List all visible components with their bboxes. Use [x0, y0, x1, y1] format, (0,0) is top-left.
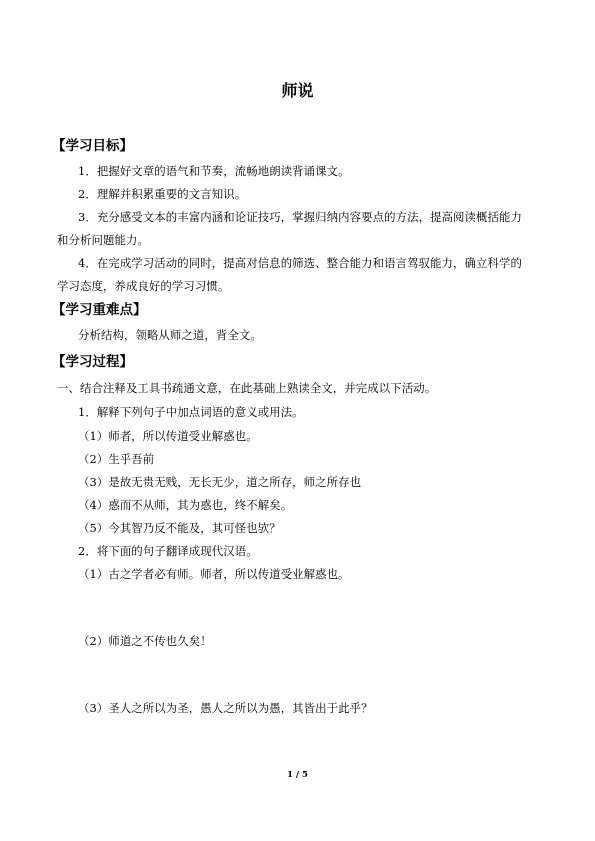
- page-title: 师说: [281, 81, 314, 100]
- task1-item-5: （5）今其智乃反不能及，其可怪也欤？: [78, 521, 281, 535]
- process-intro: 一、结合注释及工具书疏通文意，在此基础上熟读全文，并完成以下活动。: [57, 381, 437, 395]
- task1-item-2: （2）生乎吾前: [78, 452, 155, 466]
- objective-item-2: 2．理解并积累重要的文言知识。: [78, 187, 247, 201]
- objective-item-4-continued: 学习态度，养成良好的学习习惯。: [57, 279, 230, 293]
- task2-item-1: （1）古之学者必有师。师者，所以传道受业解惑也。: [78, 567, 350, 581]
- task2-item-2: （2）师道之不传也久矣！: [78, 634, 212, 648]
- process-heading: 【学习过程】: [52, 354, 133, 370]
- objective-item-3: 3．充分感受文本的丰富内涵和论证技巧，掌握归纳内容要点的方法，提高阅读概括能力: [78, 210, 522, 224]
- keypoints-text: 分析结构，领略从师之道，背全文。: [78, 328, 262, 342]
- task2-item-3: （3）圣人之所以为圣，愚人之所以为愚，其皆出于此乎？: [78, 701, 373, 715]
- objective-item-3-continued: 和分析问题能力。: [57, 233, 149, 247]
- keypoints-heading: 【学习重难点】: [52, 302, 147, 318]
- task1-label: 1．解释下列句子中加点词语的意义或用法。: [78, 405, 304, 419]
- objective-item-1: 1．把握好文章的语气和节奏，流畅地朗读背诵课文。: [78, 164, 350, 178]
- task1-item-1: （1）师者，所以传道受业解惑也。: [78, 429, 258, 443]
- task1-item-4: （4）惑而不从师，其为惑也，终不解矣。: [78, 498, 293, 512]
- objectives-heading: 【学习目标】: [52, 138, 133, 154]
- objective-item-4: 4．在完成学习活动的同时，提高对信息的筛选、整合能力和语言驾驭能力，确立科学的: [78, 256, 522, 270]
- task2-label: 2．将下面的句子翻译成现代汉语。: [78, 544, 258, 558]
- task1-item-3: （3）是故无贵无贱，无长无少，道之所存，师之所存也: [78, 475, 362, 489]
- page-number: 1 / 5: [287, 770, 308, 780]
